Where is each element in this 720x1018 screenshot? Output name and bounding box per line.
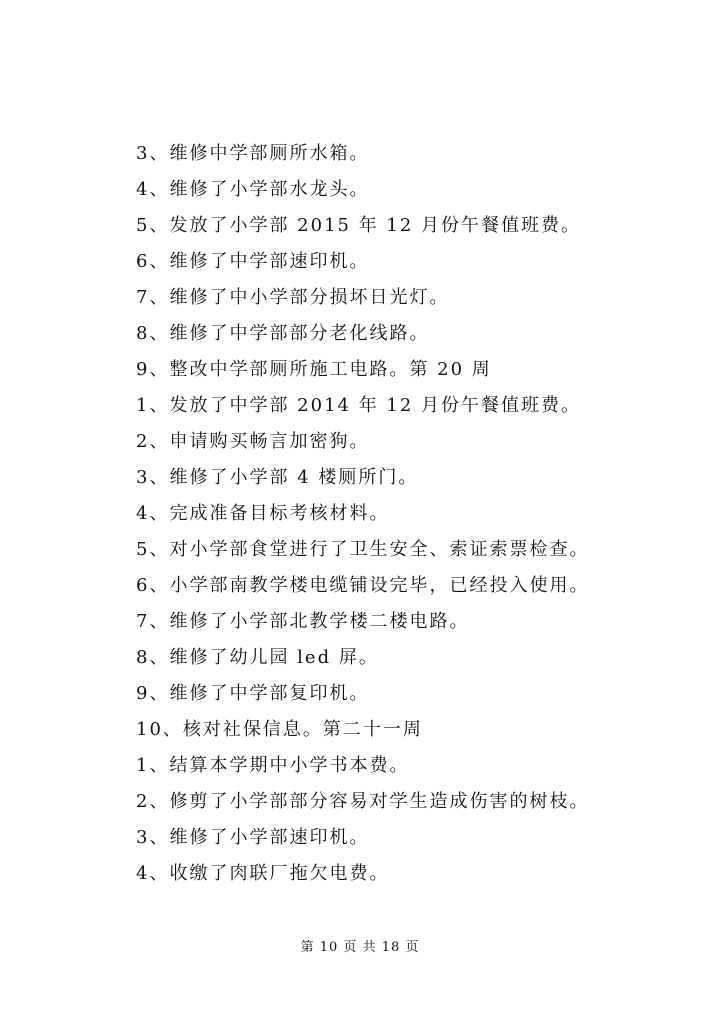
text-line: 7、维修了小学部北教学楼二楼电路。 <box>136 611 470 632</box>
text-line: 4、收缴了肉联厂拖欠电费。 <box>136 863 390 884</box>
text-line: 3、维修了小学部速印机。 <box>136 827 370 848</box>
text-line: 7、维修了中小学部分损坏日光灯。 <box>136 287 450 308</box>
text-line: 3、维修中学部厕所水箱。 <box>136 143 370 164</box>
text-line: 4、完成准备目标考核材料。 <box>136 503 390 524</box>
page-footer: 第 10 页 共 18 页 <box>300 940 420 955</box>
text-line: 5、发放了小学部 2015 年 12 月份午餐值班费。 <box>136 215 582 236</box>
text-line: 9、整改中学部厕所施工电路。第 20 周 <box>136 359 492 380</box>
text-line: 6、维修了中学部速印机。 <box>136 251 370 272</box>
text-line: 1、发放了中学部 2014 年 12 月份午餐值班费。 <box>136 395 582 416</box>
text-line: 5、对小学部食堂进行了卫生安全、索证索票检查。 <box>136 539 590 560</box>
text-line: 2、修剪了小学部部分容易对学生造成伤害的树枝。 <box>136 791 590 812</box>
text-line: 10、核对社保信息。第二十一周 <box>136 719 423 740</box>
text-line: 6、小学部南教学楼电缆铺设完毕，已经投入使用。 <box>136 575 590 596</box>
text-line: 8、维修了中学部部分老化线路。 <box>136 323 430 344</box>
text-line: 4、维修了小学部水龙头。 <box>136 179 370 200</box>
text-line: 1、结算本学期中小学书本费。 <box>136 755 410 776</box>
text-line: 9、维修了中学部复印机。 <box>136 683 370 704</box>
text-line: 2、申请购买畅言加密狗。 <box>136 431 370 452</box>
text-line: 8、维修了幼儿园 led 屏。 <box>136 647 379 668</box>
body-text <box>136 136 676 892</box>
text-line: 3、维修了小学部 4 楼厕所门。 <box>136 467 419 488</box>
